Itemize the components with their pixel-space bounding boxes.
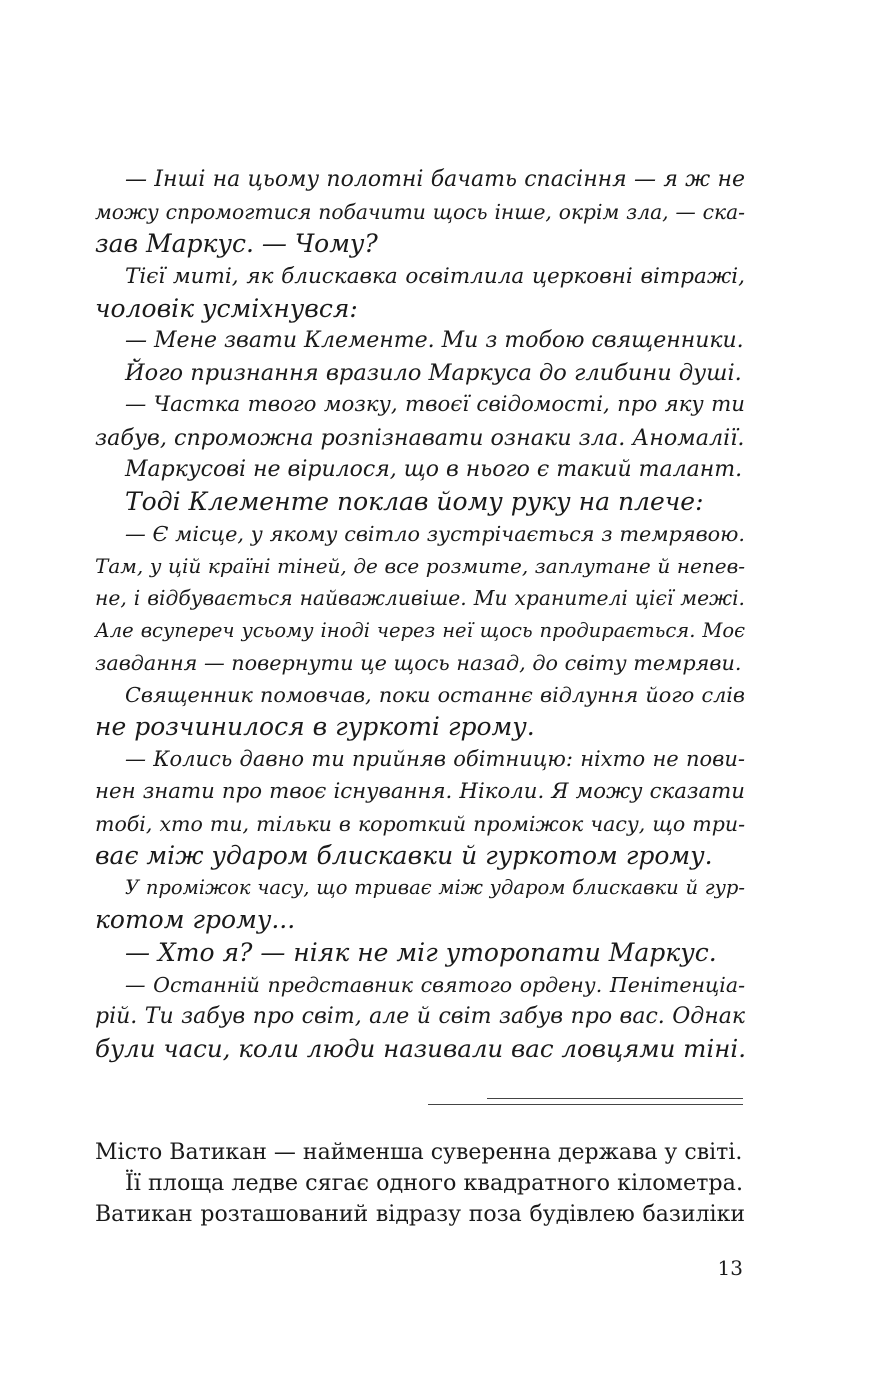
text-line: Тоді Клементе поклав йому руку на плече: [125, 486, 704, 516]
text-line: Тієї миті, як блискавка освітлила церковні вітражі, [125, 263, 745, 289]
text-line: можу спромогтися побачити щось інше, окрім зла, — ска- [95, 200, 745, 225]
text-line: Маркусові не вірилося, що в нього є такий талант. [125, 456, 743, 482]
text-line: Його признання вразило Маркуса до глибини душі. [125, 360, 742, 387]
text-line: У проміжок часу, що триває між ударом блискавки й гур- [125, 876, 745, 900]
text-line: рій. Ти забув про світ, але й світ забув про вас. Однак [95, 1003, 745, 1029]
text-line: котом грому... [95, 905, 296, 935]
text-line: — Колись давно ти прийняв обітницю: ніхто не пови- [125, 747, 745, 772]
section-divider-top [487, 1098, 743, 1099]
text-line: — Інші на цьому полотні бачать спасіння — я ж не [125, 167, 745, 192]
text-line: не розчинилося в гуркоті грому. [95, 712, 535, 742]
text-line: завдання — повернути це щось назад, до світу темряви. [95, 650, 742, 675]
text-line: Священник помовчав, поки останнє відлуння його слів [125, 683, 745, 707]
text-line: ває між ударом блискавки й гуркотом грому. [95, 840, 713, 870]
roman-narrative-block [95, 1137, 745, 1230]
text-line: — Частка твого мозку, твоєї свідомості, про яку ти [125, 392, 745, 418]
page-number: 13 [717, 1256, 743, 1280]
text-line: тобі, хто ти, тільки в короткий проміжок часу, що три- [95, 811, 745, 836]
text-line: Ватикан розташований відразу поза будівлею базиліки [95, 1202, 745, 1227]
text-line: — Мене звати Клементе. Ми з тобою священники. [125, 327, 744, 353]
text-line: забув, спроможна розпізнавати ознаки зла. Аномалії. [95, 424, 745, 451]
text-line: не, і відбувається найважливіше. Ми хранителі цієї межі. [95, 586, 745, 611]
italic-narrative-block [95, 164, 745, 1065]
text-line: нен знати про твоє існування. Ніколи. Я можу сказати [95, 778, 745, 804]
text-line: були часи, коли люди називали вас ловцями тіні. [95, 1034, 746, 1064]
text-line: чоловік усміхнувся: [95, 293, 358, 323]
text-line: — Є місце, у якому світло зустрічається з темрявою. [125, 522, 745, 547]
section-divider-bottom [428, 1104, 743, 1105]
text-line: — Хто я? — ніяк не міг уторопати Маркус. [125, 937, 717, 967]
text-line: Там, у цій країні тіней, де все розмите, заплутане й непев- [95, 554, 745, 579]
text-line: Місто Ватикан — найменша суверенна держава у світі. [95, 1140, 743, 1165]
text-line: Її площа ледве сягає одного квадратного кілометра. [125, 1170, 744, 1196]
text-line: зав Маркус. — Чому? [95, 229, 378, 259]
text-line: — Останній представник святого ордену. Пенітенціа- [125, 972, 745, 997]
text-line: Але всупереч усьому іноді через неї щось продирається. Моє [95, 618, 745, 642]
